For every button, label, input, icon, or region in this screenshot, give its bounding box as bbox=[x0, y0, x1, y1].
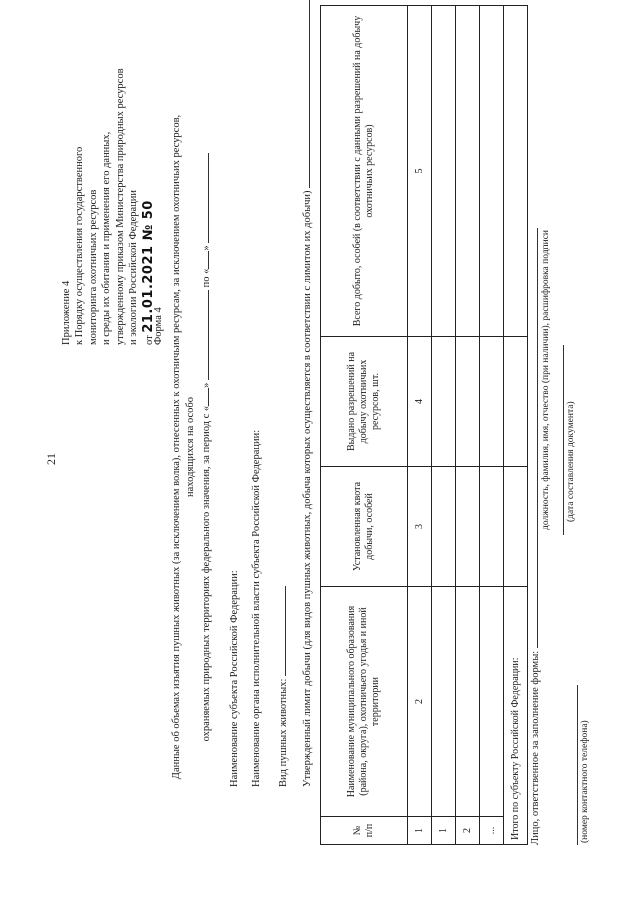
title-quote: » bbox=[201, 382, 213, 388]
appendix-date bbox=[141, 68, 158, 345]
handwritten-date: 21.01.2021 № 50 bbox=[140, 200, 156, 333]
subject-field bbox=[228, 570, 241, 787]
appendix-line: Приложение 4 bbox=[61, 280, 72, 345]
phone-input-line[interactable] bbox=[566, 685, 578, 845]
header-territory: Наименование муниципального образования (района, округа), охотничьего угодья и иной территории bbox=[321, 587, 408, 817]
limit-label: Утвержденный лимит добычи (для видов пушных животных, добыча которых осуществляется в соответствии с лимитом их добычи) bbox=[302, 190, 313, 787]
table-cell[interactable] bbox=[432, 337, 456, 467]
subject-label: Наименование субъекта Российской Федерации: bbox=[229, 570, 240, 787]
responsible-label: Лицо, ответственное за заполнение формы: bbox=[530, 650, 541, 845]
row-index: 2 bbox=[456, 817, 480, 845]
period-month-start-field[interactable] bbox=[197, 290, 209, 380]
table-cell[interactable] bbox=[432, 587, 456, 817]
total-cell[interactable] bbox=[504, 337, 528, 467]
species-label: Вид пушных животных: bbox=[278, 678, 289, 787]
authority-label: Наименование органа исполнительной власти субъекта Российской Федерации: bbox=[251, 429, 262, 787]
table-row bbox=[432, 6, 456, 845]
column-number-row bbox=[408, 6, 432, 845]
header-quota: Установленная квота добычи, особей bbox=[321, 467, 408, 587]
period-day-start-field[interactable] bbox=[197, 388, 209, 406]
date-input-line[interactable] bbox=[552, 345, 564, 535]
table-cell[interactable] bbox=[480, 337, 504, 467]
table-row bbox=[456, 6, 480, 845]
document-title bbox=[170, 107, 214, 787]
title-line-1: Данные об объемах изъятия пушных животных (за исключением волка), отнесенных к охотничьим ресурсам, за исключением охотничьих ресурсов, находящихся на особо bbox=[171, 114, 196, 780]
header-total-harvested: Всего добыто, особей (в соответствии с данными разрешений на добычу охотничьих ресурсов) bbox=[321, 6, 408, 337]
header-number: № п/п bbox=[321, 817, 408, 845]
appendix-block bbox=[60, 68, 157, 345]
appendix-line: мониторинга охотничьих ресурсов bbox=[87, 189, 99, 345]
row-index: 1 bbox=[432, 817, 456, 845]
table-header-row bbox=[321, 6, 408, 845]
appendix-line: и среды их обитания и применения его данных, bbox=[101, 131, 113, 345]
phone-caption: (номер контактного телефона) bbox=[580, 720, 590, 843]
table-cell[interactable] bbox=[480, 587, 504, 817]
table-cell[interactable] bbox=[456, 467, 480, 587]
column-number: 2 bbox=[408, 587, 432, 817]
header-permits: Выдано разрешений на добычу охотничьих ресурсов, шт. bbox=[321, 337, 408, 467]
harvest-table bbox=[320, 5, 528, 845]
responsible-line bbox=[526, 228, 542, 845]
position-caption: должность, фамилия, имя, отчество (при наличии), расшифровка подписи bbox=[541, 229, 551, 530]
column-number: 5 bbox=[408, 6, 432, 337]
title-quote: » bbox=[201, 245, 213, 251]
date-prefix: от bbox=[143, 335, 155, 345]
table-cell[interactable] bbox=[480, 467, 504, 587]
appendix-line: и экологии Российской Федерации bbox=[128, 189, 140, 345]
authority-field bbox=[250, 430, 263, 787]
total-cell[interactable] bbox=[504, 467, 528, 587]
table-cell[interactable] bbox=[480, 6, 504, 337]
table-cell[interactable] bbox=[432, 467, 456, 587]
row-index: ... bbox=[480, 817, 504, 845]
total-label: Итого по субъекту Российской Федерации: bbox=[504, 587, 528, 845]
column-number: 4 bbox=[408, 337, 432, 467]
form-label: Форма 4 bbox=[153, 307, 164, 345]
period-day-end-field[interactable] bbox=[197, 251, 209, 269]
species-input-line[interactable] bbox=[274, 586, 286, 676]
table-cell[interactable] bbox=[456, 6, 480, 337]
title-period-to: по « bbox=[201, 268, 213, 288]
total-row bbox=[504, 6, 528, 845]
limit-input-line[interactable] bbox=[298, 0, 310, 188]
table-cell[interactable] bbox=[456, 587, 480, 817]
appendix-line: к Порядку осуществления государственного bbox=[74, 146, 86, 345]
page-number: 21 bbox=[44, 453, 58, 465]
date-caption: (дата составления документа) bbox=[566, 401, 576, 522]
table-cell[interactable] bbox=[456, 337, 480, 467]
table-row bbox=[480, 6, 504, 845]
responsible-input-line[interactable] bbox=[526, 228, 538, 648]
total-cell[interactable] bbox=[504, 6, 528, 337]
title-line-2 bbox=[197, 107, 214, 787]
column-number: 1 bbox=[408, 817, 432, 845]
column-number: 3 bbox=[408, 467, 432, 587]
appendix-line: утвержденному приказом Министерства природных ресурсов bbox=[114, 68, 126, 345]
table-cell[interactable] bbox=[432, 6, 456, 337]
period-month-end-field[interactable] bbox=[197, 153, 209, 243]
species-field bbox=[274, 586, 290, 787]
limit-field bbox=[298, 0, 314, 787]
title-period-prefix: охраняемых природных территориях федерального значения, за период с « bbox=[201, 405, 213, 742]
